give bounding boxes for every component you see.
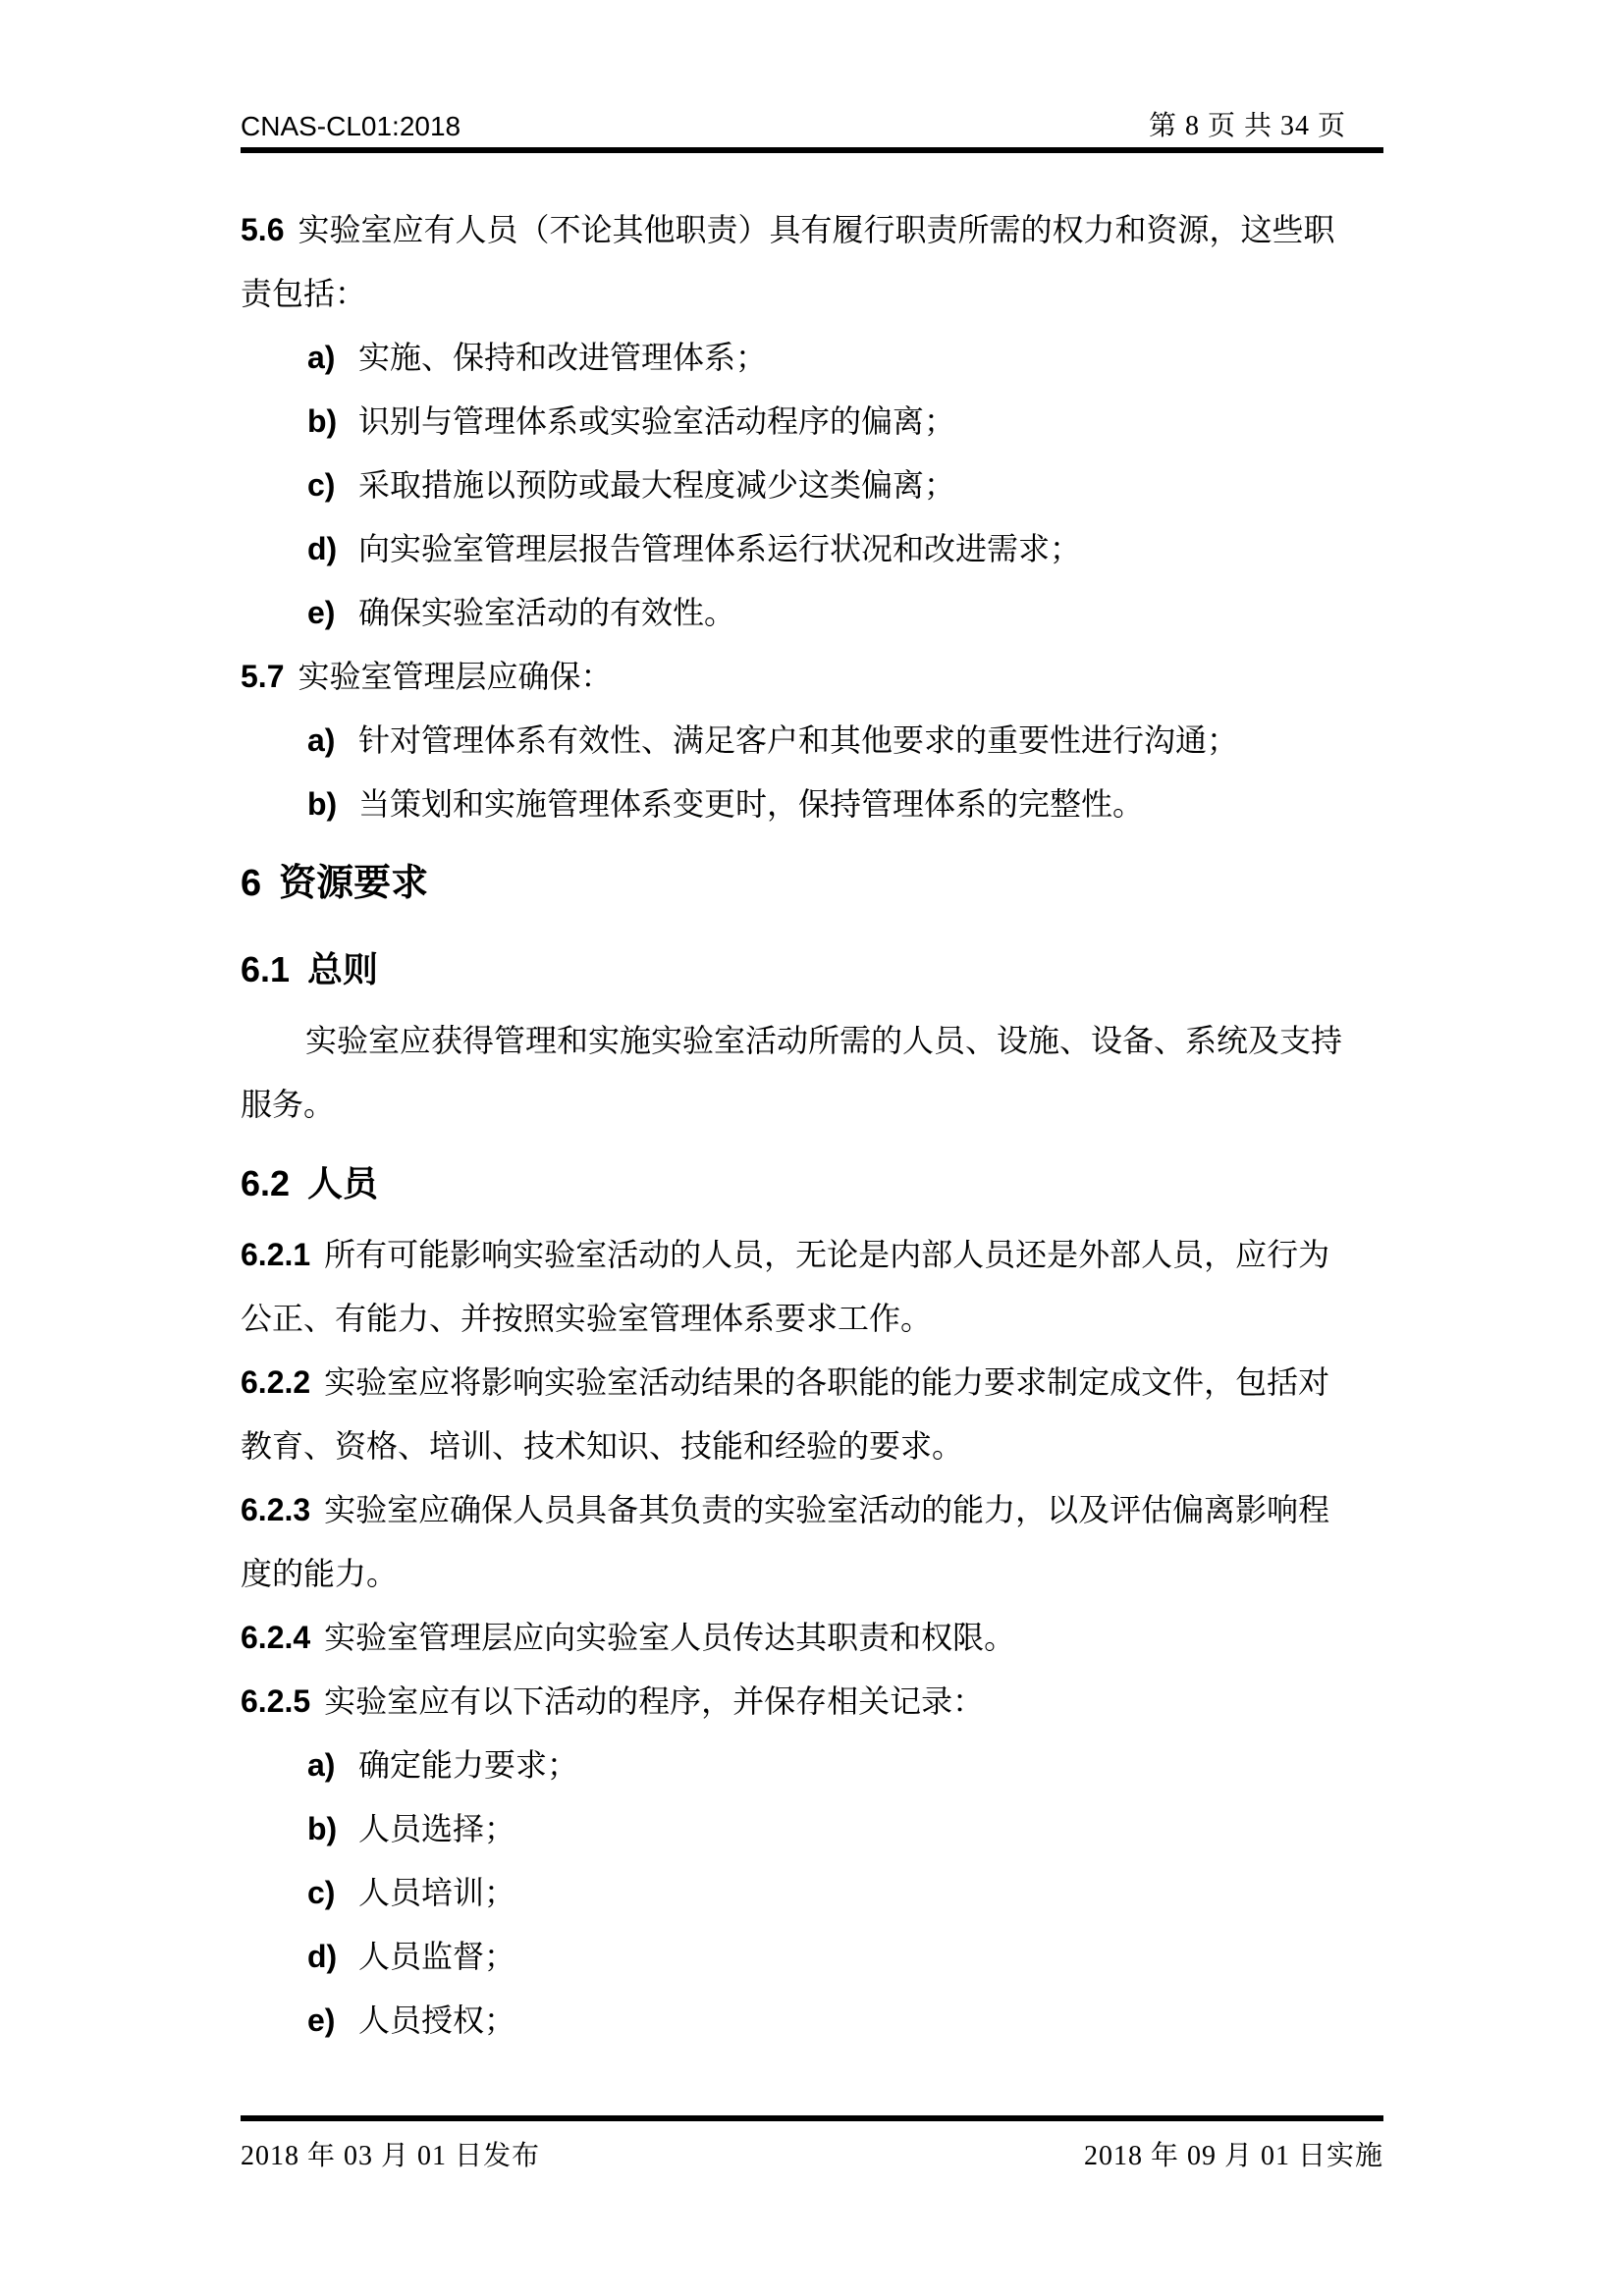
list-item-text: 确保实验室活动的有效性。	[358, 595, 736, 630]
list-item-d	[241, 1925, 1383, 1989]
list-item-text: 确定能力要求；	[358, 1747, 579, 1783]
clause-6-2-2	[241, 1351, 1383, 1415]
list-item-a	[241, 709, 1383, 773]
clause-number: 6.2.4	[241, 1620, 311, 1655]
list-item-a	[241, 1734, 1383, 1797]
list-marker: a)	[307, 340, 336, 375]
paragraph-6-1	[241, 1009, 1383, 1073]
clause-6-2-4	[241, 1606, 1383, 1670]
implement-date: 2018 年 09 月 01 日实施	[1083, 2141, 1383, 2171]
list-marker: e)	[307, 2002, 336, 2038]
clause-6-2-3-continuation	[241, 1542, 1383, 1606]
clause-text: 实验室管理层应确保：	[298, 659, 613, 694]
list-item-text: 人员选择；	[358, 1811, 516, 1846]
clause-text: 教育、资格、培训、技术知识、技能和经验的要求。	[241, 1428, 964, 1464]
clause-6-2-1	[241, 1223, 1383, 1287]
clause-text: 实验室应有以下活动的程序，并保存相关记录：	[324, 1683, 985, 1719]
list-item-text: 当策划和实施管理体系变更时，保持管理体系的完整性。	[358, 786, 1145, 822]
list-item-text: 采取措施以预防或最大程度减少这类偏离；	[358, 467, 956, 503]
list-marker: a)	[307, 1747, 336, 1783]
list-item-text: 人员授权；	[358, 2002, 516, 2038]
list-marker: b)	[307, 403, 338, 439]
section-title: 人员	[307, 1163, 379, 1203]
list-item-text: 人员培训；	[358, 1875, 516, 1910]
clause-number: 6.2.2	[241, 1364, 311, 1400]
clause-6-2-3	[241, 1478, 1383, 1542]
list-item-text: 向实验室管理层报告管理体系运行状况和改进需求；	[358, 531, 1082, 566]
clause-6-2-2-continuation	[241, 1415, 1383, 1478]
release-date: 2018 年 03 月 01 日发布	[241, 2141, 541, 2171]
clause-number: 5.6	[241, 212, 285, 247]
list-marker: a)	[307, 722, 336, 758]
section-number: 6.1	[241, 949, 291, 989]
list-item-c	[241, 454, 1383, 517]
clause-5-6-continuation	[241, 262, 1383, 326]
footer-rule	[241, 2115, 1383, 2121]
section-6-1-heading	[241, 931, 1383, 1009]
list-item-text: 实施、保持和改进管理体系；	[358, 340, 768, 375]
list-marker: c)	[307, 467, 336, 503]
list-item-text: 人员监督；	[358, 1939, 516, 1974]
list-item-d	[241, 517, 1383, 581]
list-marker: e)	[307, 595, 336, 630]
list-item-text: 识别与管理体系或实验室活动程序的偏离；	[358, 403, 956, 439]
clause-6-2-1-continuation	[241, 1287, 1383, 1351]
list-item-b	[241, 773, 1383, 836]
section-number: 6.2	[241, 1163, 291, 1203]
list-marker: d)	[307, 531, 338, 566]
clause-number: 6.2.3	[241, 1492, 311, 1527]
clause-6-2-5	[241, 1670, 1383, 1734]
list-item-b	[241, 390, 1383, 454]
list-marker: b)	[307, 1811, 338, 1846]
clause-text: 度的能力。	[241, 1556, 399, 1591]
list-item-b	[241, 1797, 1383, 1861]
clause-text: 实验室应将影响实验室活动结果的各职能的能力要求制定成文件，包括对	[324, 1364, 1330, 1400]
section-number: 6	[241, 863, 262, 904]
list-marker: d)	[307, 1939, 338, 1974]
clause-text: 实验室管理层应向实验室人员传达其职责和权限。	[324, 1620, 1016, 1655]
section-6-2-heading	[241, 1145, 1383, 1223]
clause-text: 实验室应确保人员具备其负责的实验室活动的能力，以及评估偏离影响程	[324, 1492, 1330, 1527]
list-marker: b)	[307, 786, 338, 822]
section-title: 总则	[307, 949, 379, 989]
list-item-c	[241, 1861, 1383, 1925]
list-marker: c)	[307, 1875, 336, 1910]
clause-number: 5.7	[241, 659, 285, 694]
list-item-e	[241, 581, 1383, 645]
clause-text: 责包括：	[241, 276, 367, 311]
list-item-text: 针对管理体系有效性、满足客户和其他要求的重要性进行沟通；	[358, 722, 1239, 758]
list-item-e	[241, 1989, 1383, 2053]
page-header	[241, 110, 1383, 143]
paragraph-text: 实验室应获得管理和实施实验室活动所需的人员、设施、设备、系统及支持	[305, 1023, 1343, 1058]
paragraph-text: 服务。	[241, 1087, 336, 1122]
paragraph-6-1-continuation	[241, 1073, 1383, 1137]
clause-5-6	[241, 198, 1383, 262]
clause-text: 实验室应有人员（不论其他职责）具有履行职责所需的权力和资源，这些职	[298, 212, 1335, 247]
header-rule	[241, 147, 1383, 153]
page-footer	[241, 2140, 1383, 2173]
clause-number: 6.2.1	[241, 1237, 311, 1272]
clause-number: 6.2.5	[241, 1683, 311, 1719]
document-code: CNAS-CL01:2018	[241, 111, 461, 141]
clause-text: 所有可能影响实验室活动的人员，无论是内部人员还是外部人员，应行为	[324, 1237, 1330, 1272]
list-item-a	[241, 326, 1383, 390]
document-body	[241, 198, 1383, 2053]
clause-5-7	[241, 645, 1383, 709]
section-6-heading	[241, 844, 1383, 923]
section-title: 资源要求	[279, 863, 429, 904]
clause-text: 公正、有能力、并按照实验室管理体系要求工作。	[241, 1301, 933, 1336]
page-number-indicator: 第 8 页 共 34 页	[1148, 111, 1346, 141]
